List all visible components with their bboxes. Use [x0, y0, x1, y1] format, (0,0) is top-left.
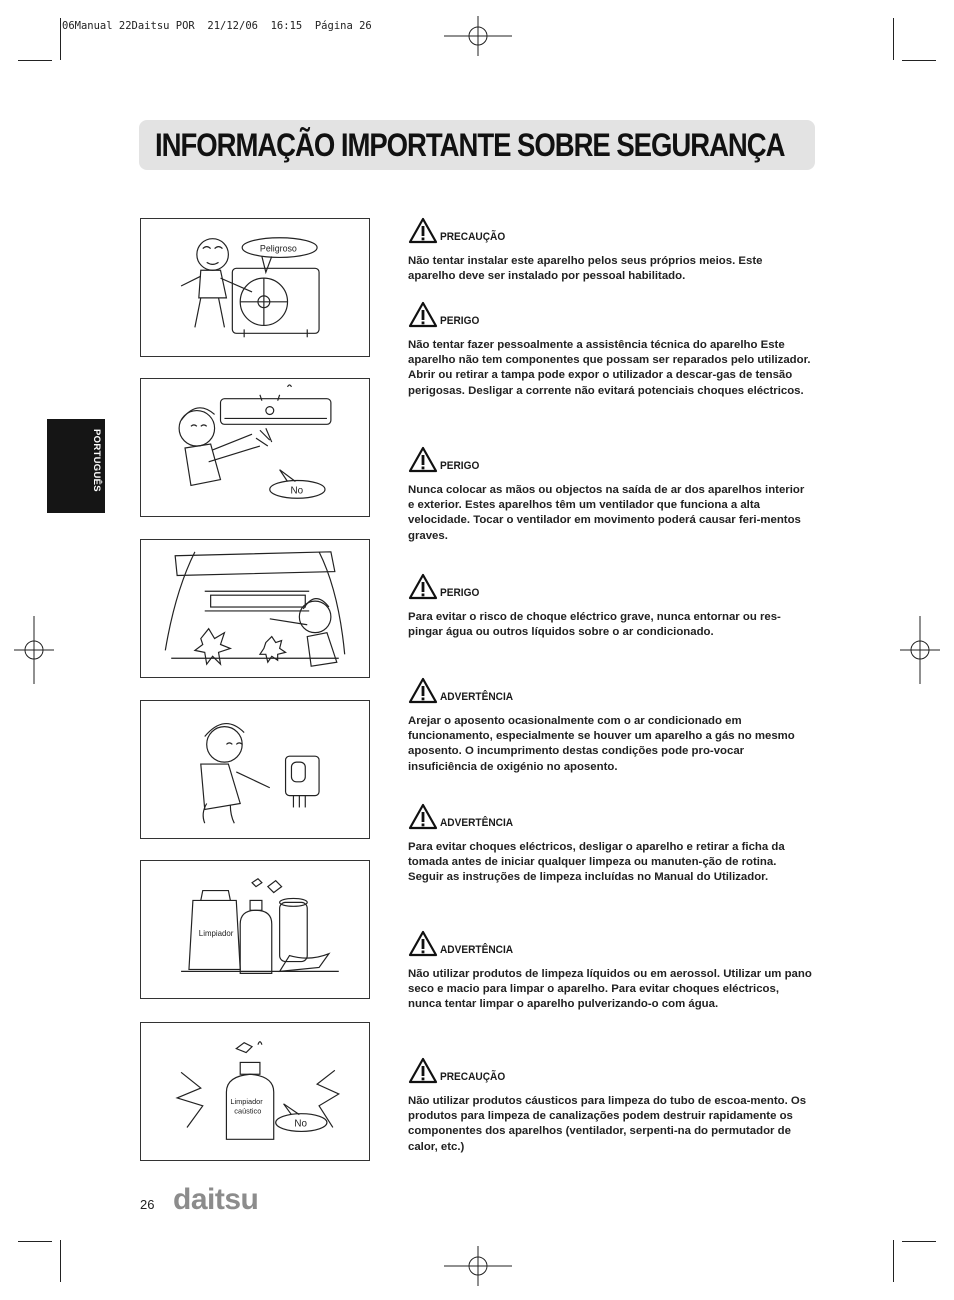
- illustration-label-no-1: No: [290, 485, 304, 497]
- safety-entry: [408, 445, 812, 544]
- entry-label: ADVERTÊNCIA: [440, 817, 514, 829]
- registration-mark-icon: [444, 1246, 512, 1286]
- illustration-install: [140, 218, 370, 357]
- registration-mark-icon: [900, 616, 940, 684]
- warning-triangle-icon: [408, 803, 438, 830]
- illustration-cleaning: [140, 860, 370, 999]
- entry-text: Nunca colocar as mãos ou objectos na saída de ar dos aparelhos interior e exterior. Estes aparelhos têm um ventilador que funciona a alta velocidade. Tocar o ventilador em movimento poderá causar feri-mentos graves.: [408, 484, 805, 542]
- illustration-fan: [140, 539, 370, 678]
- entry-text: Não utilizar produtos cáusticos para limpeza do tubo de escoa-mento. Os produtos para limpeza de canalizações podem destruir rapidamente os componentes dos aparelhos (ventilador, serpenti-na do permutador de calor, etc.): [408, 1095, 807, 1153]
- entry-label: PRECAUÇÃO: [440, 231, 506, 243]
- entry-text: Para evitar o risco de choque eléctrico grave, nunca entornar ou res-pingar água ou outros líquidos sobre o ar condicionado.: [408, 611, 781, 639]
- entry-label: ADVERTÊNCIA: [440, 691, 514, 703]
- safety-entry: [408, 802, 812, 886]
- illustration-label-caustic-1: Limpiador: [230, 1096, 263, 1106]
- illustration-label-dangerous: Peligroso: [259, 243, 297, 254]
- warning-triangle-icon: [408, 217, 438, 244]
- warning-triangle-icon: [408, 301, 438, 328]
- safety-entry: [408, 572, 812, 640]
- page-number: 26: [140, 1197, 155, 1212]
- entry-text: Arejar o aposento ocasionalmente com o ar condicionado em funcionamento, especialmente se houver um aparelho a gás no mesmo aposento. O incumprimento destas condições pode pro-vocar insuficiência de oxigénio no aposento.: [408, 715, 795, 773]
- warning-triangle-icon: [408, 573, 438, 600]
- crop-mark: [893, 18, 894, 60]
- illustration-label-no-2: No: [294, 1118, 308, 1130]
- registration-mark-icon: [14, 616, 54, 684]
- illustration-label-cleaner: Limpiador: [198, 928, 234, 938]
- warning-triangle-icon: [408, 930, 438, 957]
- daitsu-logo: [173, 1184, 273, 1216]
- language-tab-label: PORTUGUÊS: [91, 429, 102, 492]
- safety-entry: [408, 929, 812, 1013]
- crop-mark: [902, 60, 936, 61]
- page-title: INFORMAÇÃO IMPORTANTE SOBRE SEGURANÇA: [155, 126, 785, 163]
- title-bar: [139, 120, 815, 170]
- warning-triangle-icon: [408, 1057, 438, 1084]
- crop-mark: [60, 1240, 61, 1282]
- entry-text: Não utilizar produtos de limpeza líquidos ou em aerossol. Utilizar um pano seco e macio para limpar o aparelho. Para evitar choques eléctricos, nunca tentar limpar o aparelho pulverizando-o com água.: [408, 968, 812, 1011]
- crop-mark: [60, 18, 61, 60]
- print-header: 06Manual 22Daitsu POR 21/12/06 16:15 Página 26: [62, 20, 372, 32]
- entry-text: Não tentar instalar este aparelho pelos seus próprios meios. Este aparelho deve ser instalado por pessoal habilitado.: [408, 255, 763, 283]
- safety-entry: [408, 300, 812, 399]
- entry-text: Para evitar choques eléctricos, desligar o aparelho e retirar a ficha da tomada antes de iniciar qualquer limpeza ou manuten-ção de rotina. Seguir as instruções de limpeza incluídas no Manual do Utilizador.: [408, 841, 785, 884]
- crop-mark: [902, 1241, 936, 1242]
- entry-text: Não tentar fazer pessoalmente a assistência técnica do aparelho Este aparelho não tem componentes que possam ser reparados pelo utilizador. Abrir ou retirar a tampa pode expor o utilizador a descar-gas de tensão perigosas. Desligar a corrente não evitará potenciais choques eléctricos.: [408, 339, 811, 397]
- entry-label: ADVERTÊNCIA: [440, 944, 514, 956]
- logo-text: daitsu: [173, 1184, 259, 1216]
- entry-label: PERIGO: [440, 460, 480, 472]
- entry-label: PRECAUÇÃO: [440, 1071, 506, 1083]
- registration-mark-icon: [444, 16, 512, 56]
- illustration-service: [140, 378, 370, 517]
- warning-triangle-icon: [408, 677, 438, 704]
- crop-mark: [18, 60, 52, 61]
- entry-label: PERIGO: [440, 587, 480, 599]
- safety-entry: [408, 676, 812, 775]
- safety-entry: [408, 1056, 812, 1155]
- entry-label: PERIGO: [440, 315, 480, 327]
- warning-triangle-icon: [408, 446, 438, 473]
- crop-mark: [18, 1241, 52, 1242]
- illustration-caustic: [140, 1022, 370, 1161]
- language-tab: [47, 419, 105, 513]
- crop-mark: [893, 1240, 894, 1282]
- safety-entry: [408, 216, 812, 284]
- illustration-ventilation: [140, 700, 370, 839]
- illustration-label-caustic-2: caústico: [234, 1106, 262, 1116]
